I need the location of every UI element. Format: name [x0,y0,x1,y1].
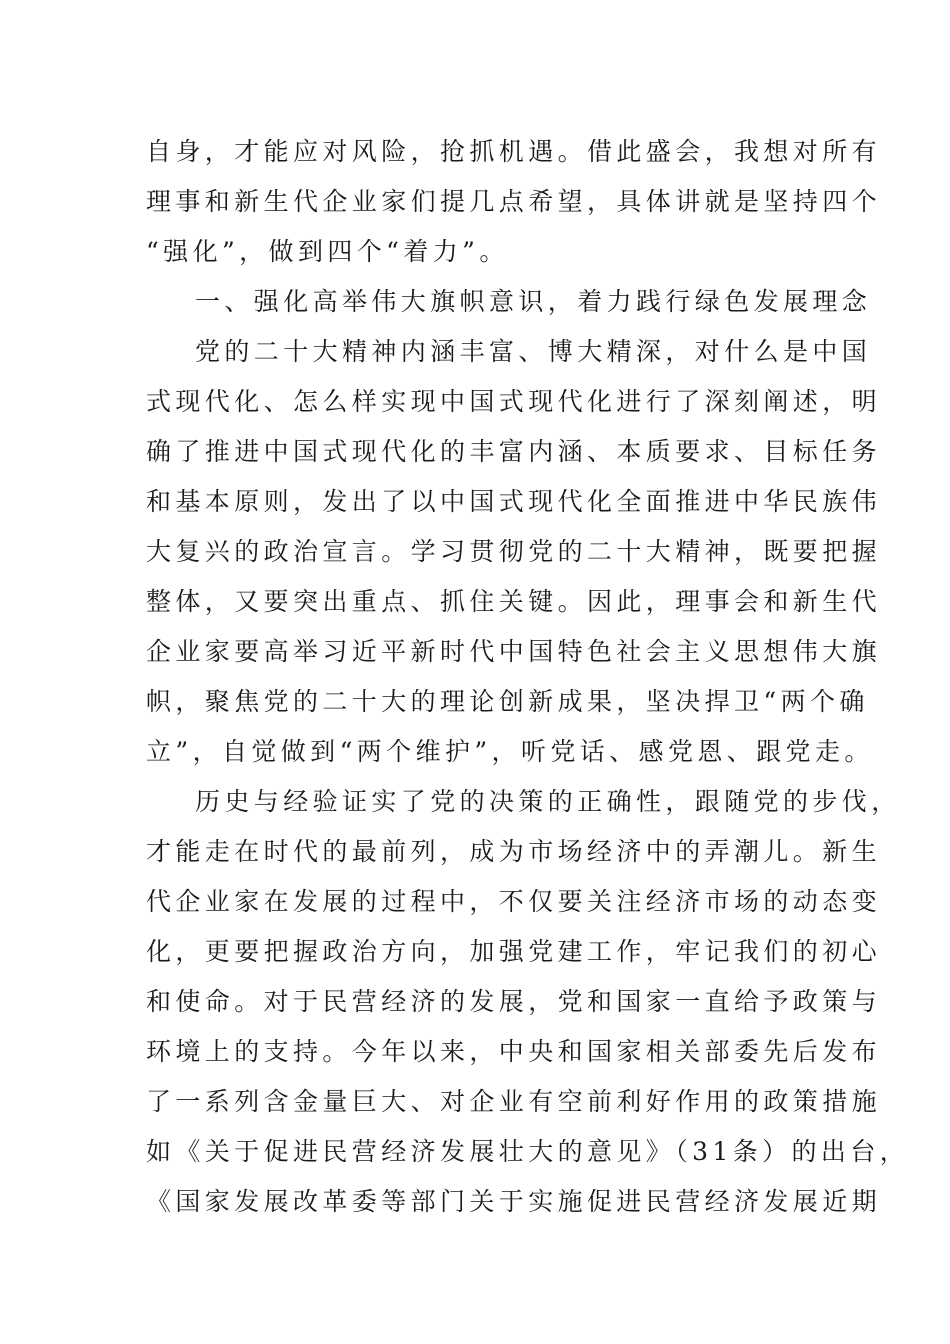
text-line: “强化”，做到四个“着力”。 [146,237,509,266]
paragraph-start-line: 历史与经验证实了党的决策的正确性，跟随党的步伐， [195,787,901,816]
text-line: 整体，又要突出重点、抓住关键。因此，理事会和新生代 [146,587,882,616]
text-line: 确了推进中国式现代化的丰富内涵、本质要求、目标任务 [146,437,882,466]
text-line: 式现代化、怎么样实现中国式现代化进行了深刻阐述，明 [146,387,882,416]
text-line: 大复兴的政治宣言。学习贯彻党的二十大精神，既要把握 [146,537,882,566]
text-line: 了一系列含金量巨大、对企业有空前利好作用的政策措施 [146,1087,882,1116]
section-heading: 一、强化高举伟大旗帜意识，着力践行绿色发展理念 [195,287,872,316]
text-line: 如《关于促进民营经济发展壮大的意见》（31条）的出台， [146,1137,910,1166]
text-line: 环境上的支持。今年以来，中央和国家相关部委先后发布 [146,1037,882,1066]
text-line: 理事和新生代企业家们提几点希望，具体讲就是坚持四个 [146,187,882,216]
paragraph-start-line: 党的二十大精神内涵丰富、博大精深，对什么是中国 [195,337,872,366]
text-line: 和使命。对于民营经济的发展，党和国家一直给予政策与 [146,987,882,1016]
text-line: 帜，聚焦党的二十大的理论创新成果，坚决捍卫“两个确 [146,687,869,716]
text-line: 企业家要高举习近平新时代中国特色社会主义思想伟大旗 [146,637,882,666]
text-line: 代企业家在发展的过程中，不仅要关注经济市场的动态变 [146,887,882,916]
text-line: 和基本原则，发出了以中国式现代化全面推进中华民族伟 [146,487,882,516]
text-line: 化，更要把握政治方向，加强党建工作，牢记我们的初心 [146,937,882,966]
text-line: 《国家发展改革委等部门关于实施促进民营经济发展近期 [146,1187,882,1216]
text-line: 自身，才能应对风险，抢抓机遇。借此盛会，我想对所有 [146,137,882,166]
text-line: 立”，自觉做到“两个维护”，听党话、感党恩、跟党走。 [146,737,874,766]
text-line: 才能走在时代的最前列，成为市场经济中的弄潮儿。新生 [146,837,882,866]
